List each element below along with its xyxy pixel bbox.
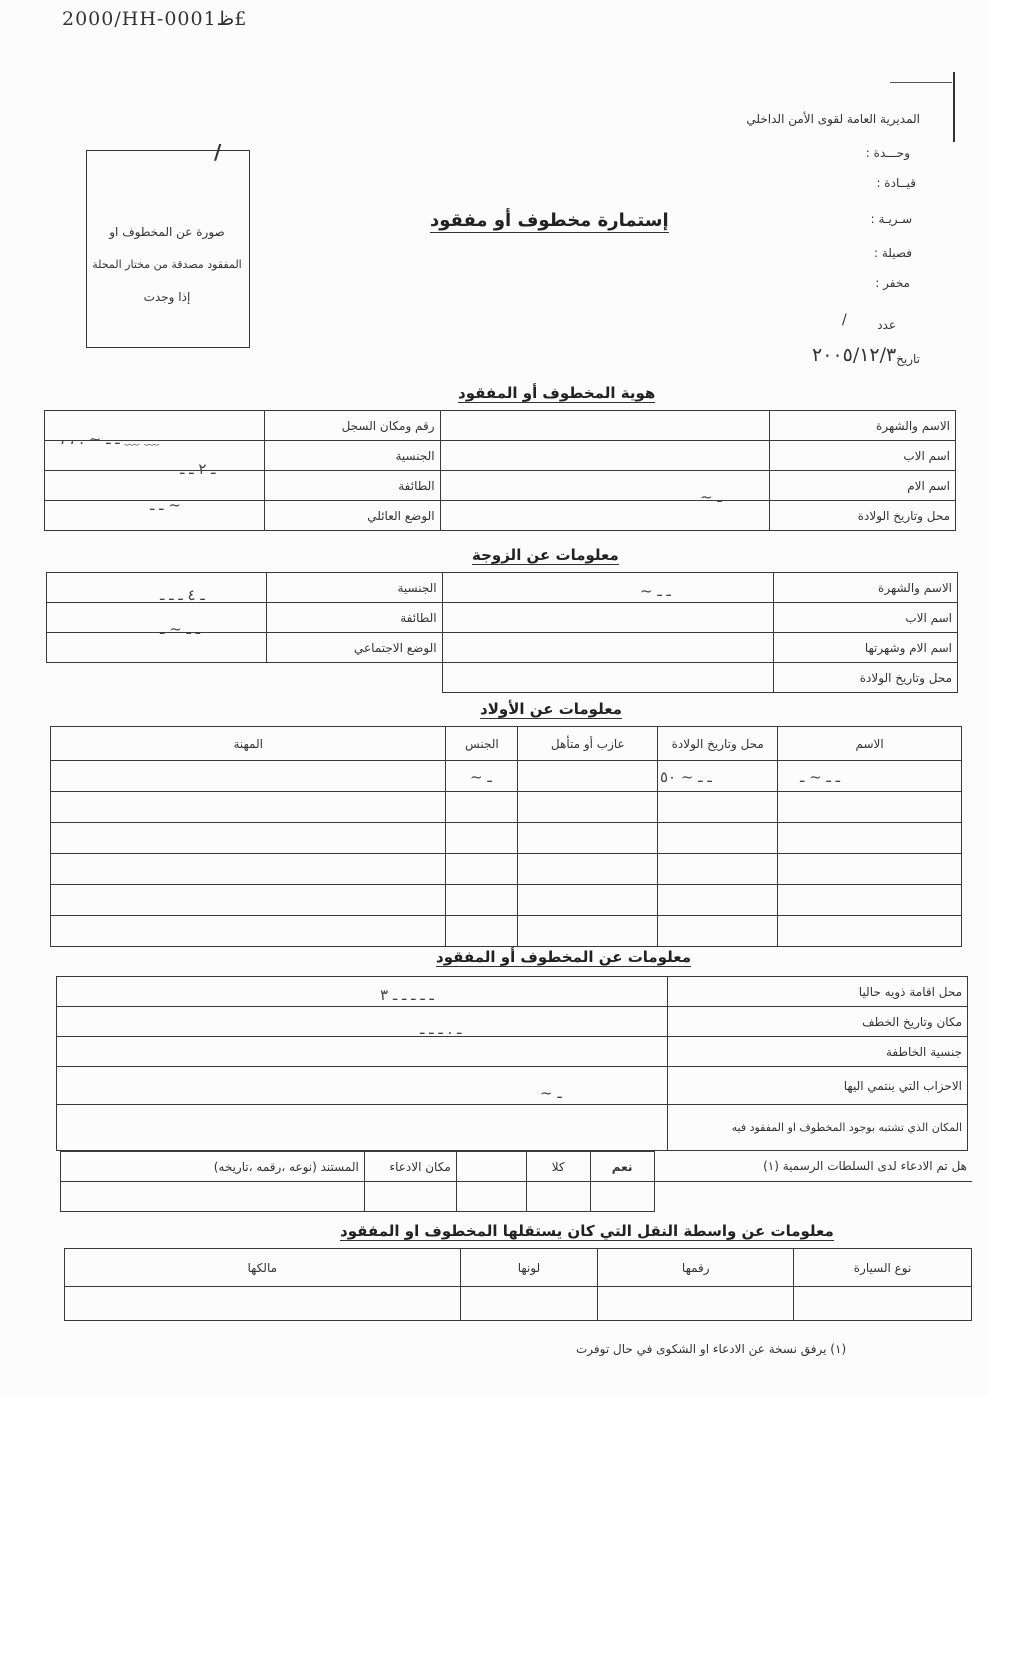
complaint-place-label: مكان الادعاء xyxy=(364,1152,456,1182)
spouse-name-value[interactable] xyxy=(442,573,774,603)
cell[interactable] xyxy=(590,1182,654,1212)
vehicle-header-row xyxy=(65,1249,972,1287)
table-row xyxy=(65,1287,972,1321)
owner-value[interactable] xyxy=(65,1287,461,1321)
cell[interactable] xyxy=(364,1182,456,1212)
cell[interactable] xyxy=(778,885,962,916)
spouse-sect-label: الطائفة xyxy=(266,603,442,633)
plate-value[interactable] xyxy=(598,1287,794,1321)
cell[interactable] xyxy=(51,761,446,792)
kidnapper-nationality-value[interactable] xyxy=(57,1037,668,1067)
col-header-owner: مالكها xyxy=(65,1249,461,1287)
col-header-plate: رقمها xyxy=(598,1249,794,1287)
handwriting-trace: ـ ـ ~ ـ xyxy=(160,620,201,638)
handwriting-trace: ـ ـ ـ ـ ـ ٣ xyxy=(380,986,434,1004)
nationality-label: الجنسية xyxy=(264,441,440,471)
top-rule xyxy=(890,82,952,83)
father-name-label: اسم الاب xyxy=(770,441,956,471)
col-header-car-type: نوع السيارة xyxy=(794,1249,972,1287)
number-value: / xyxy=(842,312,847,328)
handwriting-trace: ـ ٤ ـ ـ ـ xyxy=(160,586,205,604)
handwriting-trace: ~ ـ xyxy=(470,768,492,786)
header-field-company: سـريـة : xyxy=(870,212,912,226)
cell[interactable] xyxy=(456,1182,526,1212)
cell[interactable] xyxy=(446,854,518,885)
cell[interactable] xyxy=(446,823,518,854)
directorate-name: المديرية العامة لقوى الأمن الداخلي xyxy=(746,112,920,126)
car-type-value[interactable] xyxy=(794,1287,972,1321)
cell[interactable] xyxy=(446,916,518,947)
identity-row xyxy=(45,411,956,441)
empty-cell xyxy=(654,1182,972,1212)
cell[interactable] xyxy=(446,885,518,916)
document-label: المستند (نوعه ،رقمه ،تاريخه) xyxy=(61,1152,365,1182)
document-value[interactable] xyxy=(61,1182,365,1212)
table-row xyxy=(51,792,962,823)
cell[interactable] xyxy=(658,916,778,947)
spouse-father-value[interactable] xyxy=(442,603,774,633)
table-row xyxy=(51,916,962,947)
handwriting-trace: ، ، . ~ ـ ـ ﹏ ﹏ xyxy=(60,430,160,448)
children-table xyxy=(50,726,962,947)
kidnap-place-date-label: مكان وتاريخ الخطف xyxy=(668,1007,968,1037)
photo-text-1: صورة عن المخطوف او xyxy=(109,225,225,239)
header-field-station: مخفر : xyxy=(875,276,910,290)
spouse-nationality-label: الجنسية xyxy=(266,573,442,603)
handwriting-trace: ~ ـ ـ xyxy=(640,582,671,600)
suspected-location-value[interactable] xyxy=(57,1105,668,1151)
registry-label: رقم ومكان السجل xyxy=(264,411,440,441)
marital-status-label: الوضع العائلي xyxy=(264,501,440,531)
col-header-sex: الجنس xyxy=(446,727,518,761)
complaint-row xyxy=(61,1182,973,1212)
number-label: عدد xyxy=(877,318,896,332)
col-header-profession: المهنة xyxy=(51,727,446,761)
sect-label: الطائفة xyxy=(264,471,440,501)
spouse-name-label: الاسم والشهرة xyxy=(774,573,958,603)
spouse-section-title: معلومات عن الزوجة xyxy=(472,546,619,564)
cell[interactable] xyxy=(518,823,658,854)
footnote: (١) يرفق نسخة عن الادعاء او الشكوى في حال توفرت xyxy=(576,1342,847,1356)
person-info-section-title: معلومات عن المخطوف أو المفقود xyxy=(436,948,691,966)
photo-box xyxy=(86,150,250,348)
cell[interactable] xyxy=(658,885,778,916)
spouse-birth-label: محل وتاريخ الولادة xyxy=(774,663,958,693)
cell[interactable] xyxy=(51,916,446,947)
color-value[interactable] xyxy=(460,1287,598,1321)
header-field-platoon: فصيلة : xyxy=(873,246,912,260)
person-info-table xyxy=(56,976,968,1151)
handwriting-trace: ~ ـ xyxy=(540,1084,562,1102)
info-row xyxy=(57,1105,968,1151)
date-label: تاريخ xyxy=(896,352,920,366)
handwriting-trace: ـ . ـ ـ ـ xyxy=(420,1020,462,1038)
cell[interactable] xyxy=(658,792,778,823)
cell[interactable] xyxy=(778,854,962,885)
complaint-table xyxy=(60,1151,972,1212)
complaint-place-value[interactable] xyxy=(456,1152,526,1182)
spouse-father-label: اسم الاب xyxy=(774,603,958,633)
spouse-birth-value[interactable] xyxy=(442,663,774,693)
cell[interactable] xyxy=(51,885,446,916)
handwriting-trace: ـ ـ ~ xyxy=(150,496,181,514)
cell[interactable] xyxy=(446,792,518,823)
handwriting-trace: ـ ٢ ـ ـ xyxy=(180,460,216,478)
parties-value[interactable] xyxy=(57,1067,668,1105)
cell[interactable] xyxy=(518,761,658,792)
vehicle-section-title: معلومات عن واسطة النقل التي كان يستقلها المخطوف او المفقود xyxy=(340,1222,834,1240)
col-header-birth: محل وتاريخ الولادة xyxy=(658,727,778,761)
cell[interactable] xyxy=(518,885,658,916)
children-section-title: معلومات عن الأولاد xyxy=(480,700,622,718)
spouse-nationality-value[interactable] xyxy=(47,573,267,603)
residence-label: محل اقامة ذويه حاليا xyxy=(668,977,968,1007)
cell[interactable] xyxy=(51,792,446,823)
cell[interactable] xyxy=(51,823,446,854)
cell[interactable] xyxy=(518,792,658,823)
spouse-social-status-label: الوضع الاجتماعي xyxy=(266,633,442,663)
header-field-unit: وحـــدة : xyxy=(865,146,910,160)
children-header-row xyxy=(51,727,962,761)
parties-label: الاحزاب التي ينتمي اليها xyxy=(668,1067,968,1105)
spouse-mother-label: اسم الام وشهرتها xyxy=(774,633,958,663)
spouse-mother-value[interactable] xyxy=(442,633,774,663)
residence-value[interactable] xyxy=(57,977,668,1007)
empty-cell xyxy=(47,663,267,693)
margin-line xyxy=(953,72,955,142)
table-row xyxy=(51,823,962,854)
table-row xyxy=(51,885,962,916)
complaint-row xyxy=(61,1152,973,1182)
full-name-value[interactable] xyxy=(440,411,770,441)
empty-cell xyxy=(266,663,442,693)
cell[interactable] xyxy=(778,792,962,823)
birth-place-date-label: محل وتاريخ الولادة xyxy=(770,501,956,531)
cell[interactable] xyxy=(526,1182,590,1212)
cell[interactable] xyxy=(658,854,778,885)
col-header-name: الاسم xyxy=(778,727,962,761)
cell[interactable] xyxy=(51,854,446,885)
identity-section-title: هوية المخطوف أو المفقود xyxy=(458,384,656,402)
handwriting-trace: ـ ـ ~ ٥٠ xyxy=(660,768,712,786)
cell[interactable] xyxy=(778,916,962,947)
no-option[interactable]: كلا xyxy=(526,1152,590,1182)
vehicle-table xyxy=(64,1248,972,1321)
spouse-sect-value[interactable] xyxy=(47,603,267,633)
col-header-color: لونها xyxy=(460,1249,598,1287)
kidnapper-nationality-label: جنسية الخاطفة xyxy=(668,1037,968,1067)
cell[interactable] xyxy=(658,823,778,854)
photo-text-3: إذا وجدت xyxy=(143,290,191,304)
info-row xyxy=(57,1007,968,1037)
suspected-location-label: المكان الذي تشتبه بوجود المخطوف او المفقود فيه xyxy=(668,1105,968,1151)
complaint-question: هل تم الادعاء لدى السلطات الرسمية (١) xyxy=(654,1152,972,1182)
table-row xyxy=(51,854,962,885)
handwriting-trace: ـ ـ ~ ـ xyxy=(800,768,841,786)
handwriting-trace: ~ ـ xyxy=(700,488,722,506)
header-field-command: قيــادة : xyxy=(876,176,916,190)
full-name-label: الاسم والشهرة xyxy=(770,411,956,441)
mother-name-label: اسم الام xyxy=(770,471,956,501)
col-header-marital: عازب أو متأهل xyxy=(518,727,658,761)
yes-option[interactable]: نعم xyxy=(590,1152,654,1182)
photo-corner-mark: / xyxy=(214,140,222,164)
father-name-value[interactable] xyxy=(440,441,770,471)
cell[interactable] xyxy=(778,823,962,854)
photo-text-2: المفقود مصدقة من مختار المحلة xyxy=(92,258,242,271)
kidnap-place-date-value[interactable] xyxy=(57,1007,668,1037)
info-row xyxy=(57,977,968,1007)
info-row xyxy=(57,1037,968,1067)
spouse-row xyxy=(47,663,958,693)
cell[interactable] xyxy=(518,854,658,885)
form-title: إستمارة مخطوف أو مفقود xyxy=(430,210,669,231)
identity-row xyxy=(45,501,956,531)
info-row xyxy=(57,1067,968,1105)
cell[interactable] xyxy=(518,916,658,947)
document-reference: 2000/HH-0001ظ£ xyxy=(62,8,247,30)
spouse-social-status-value[interactable] xyxy=(47,633,267,663)
date-value: ٢٠٠٥/١٢/٣ xyxy=(812,344,897,366)
